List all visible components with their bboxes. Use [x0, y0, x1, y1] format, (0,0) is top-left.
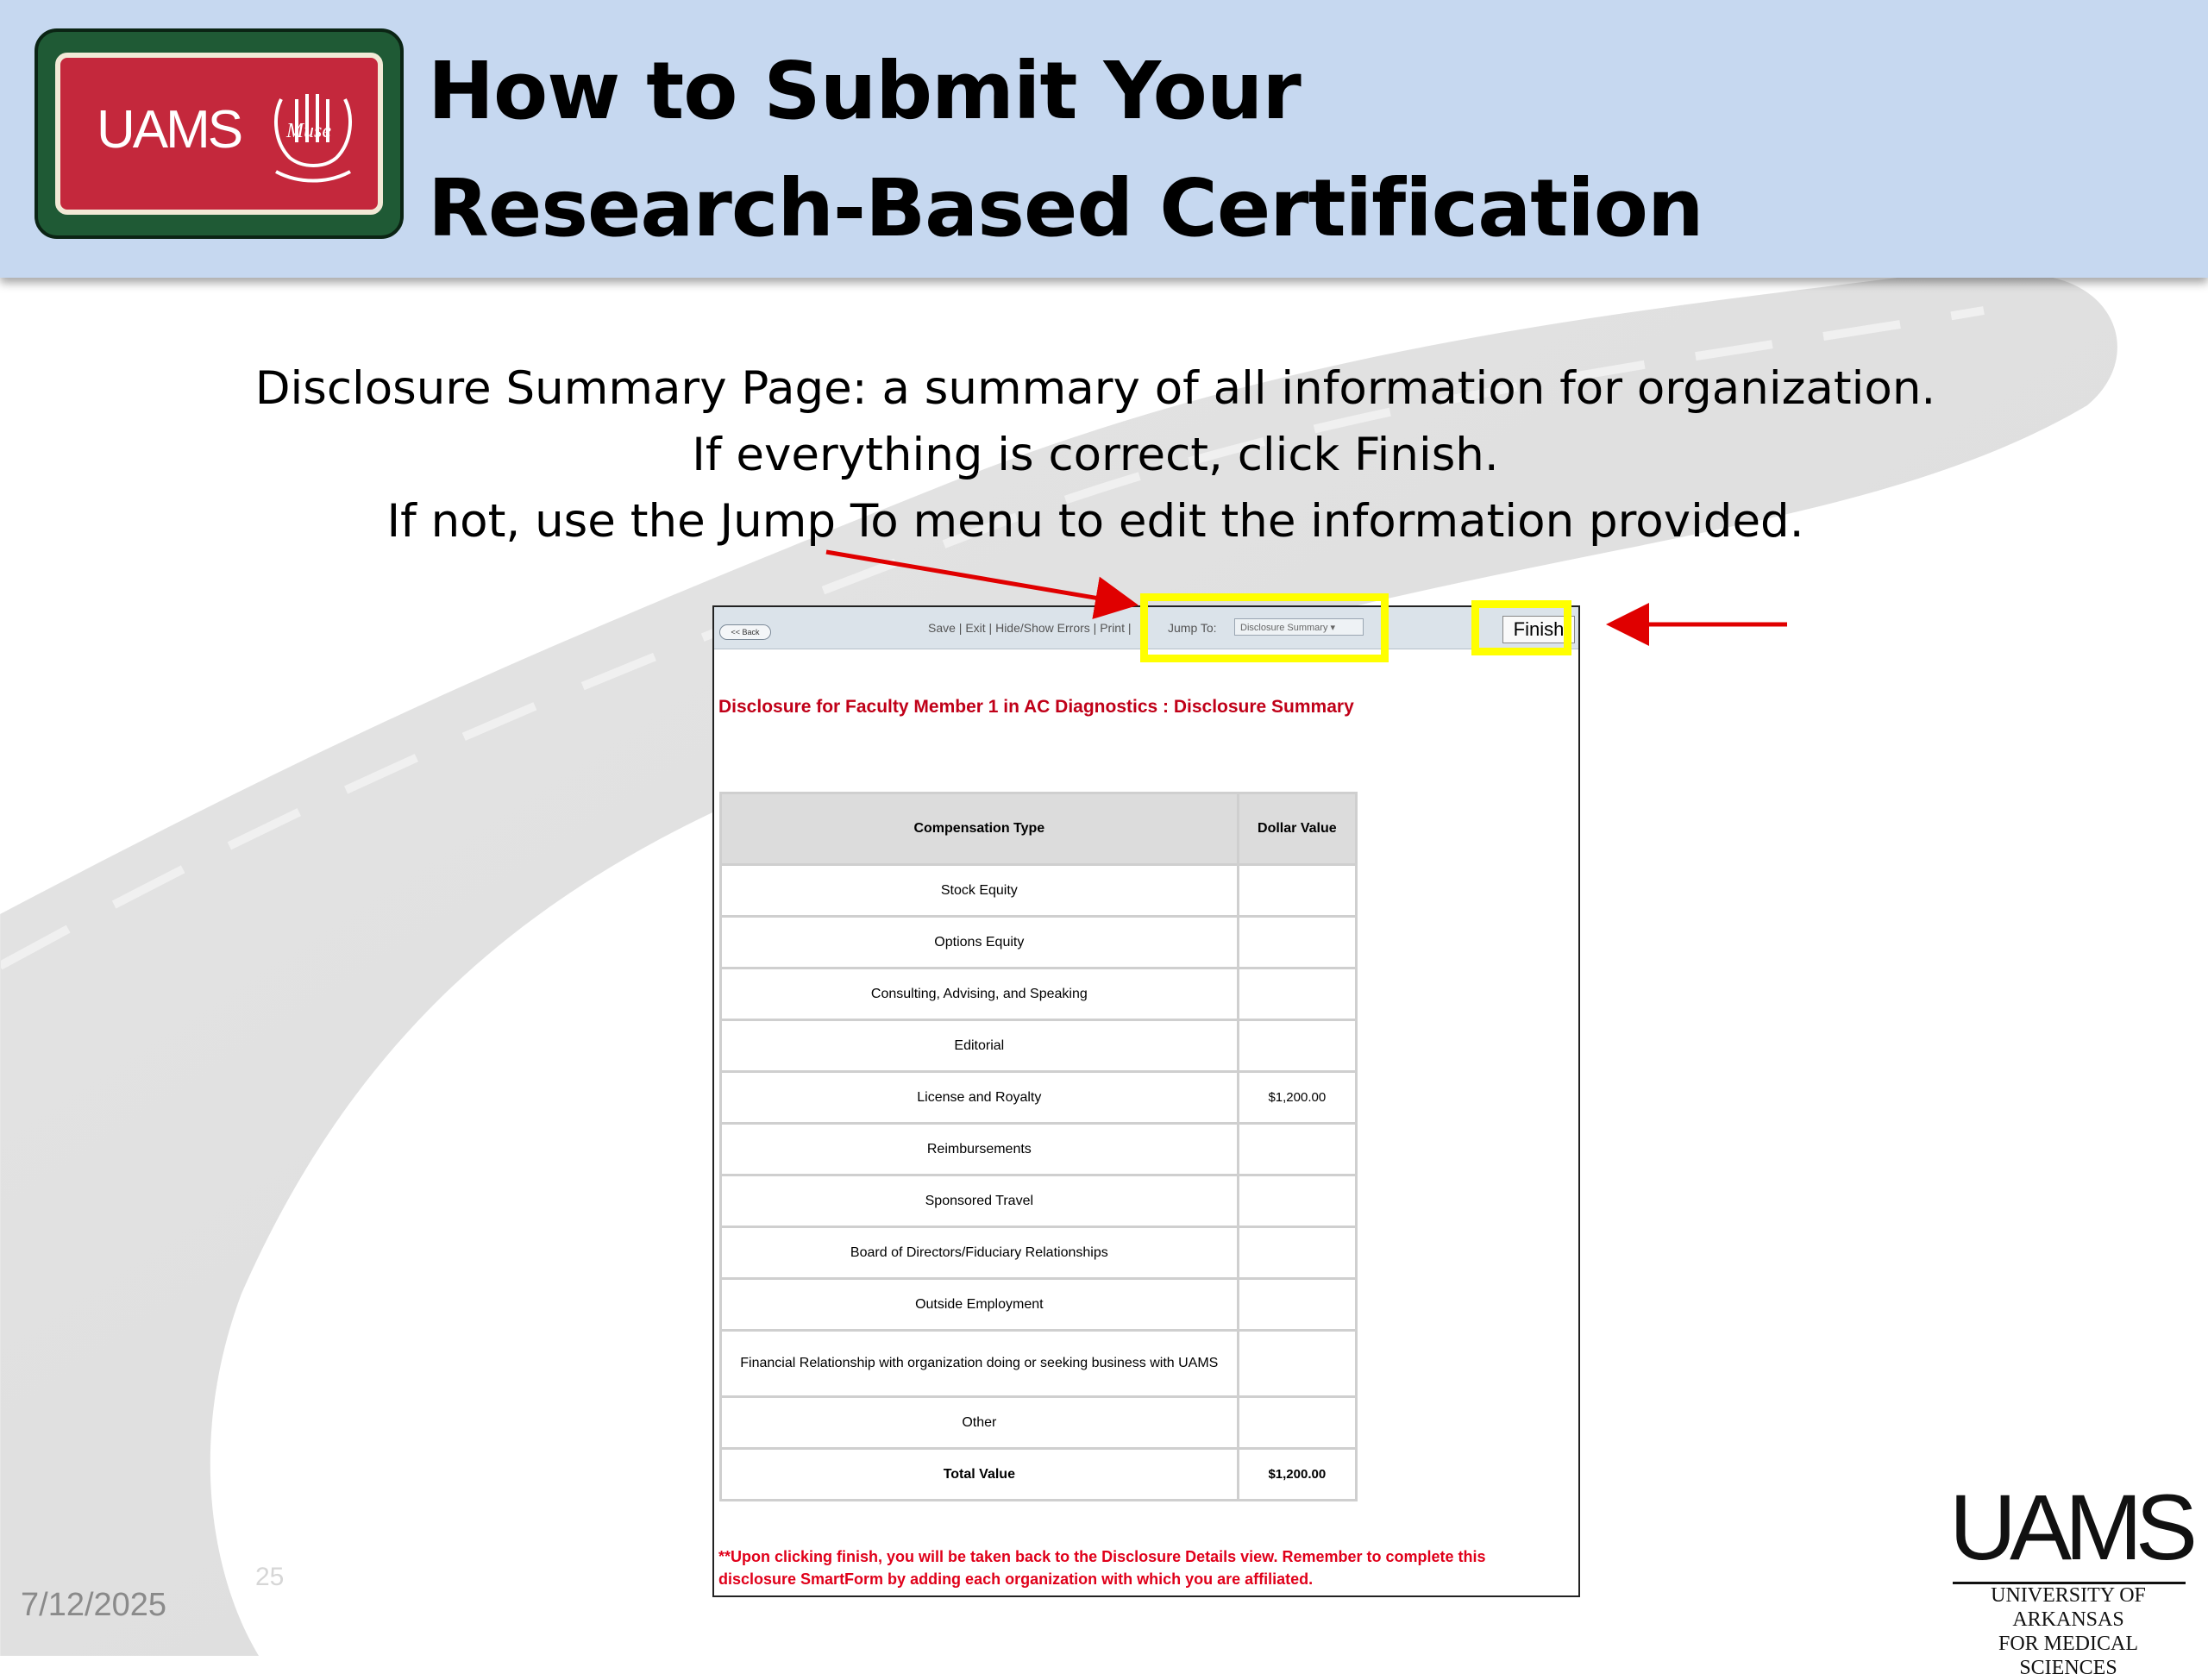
slide-header	[0, 0, 2208, 278]
logo-text: UAMS	[97, 100, 242, 160]
table-row	[721, 1227, 1357, 1279]
jump-to-value: Disclosure Summary	[1240, 623, 1328, 633]
uams-muse-logo	[34, 28, 404, 239]
dollar-value	[1238, 865, 1356, 917]
instruction-line-2: If everything is correct, click Finish.	[692, 429, 1499, 481]
jump-to-label: Jump To:	[1168, 621, 1217, 635]
comp-type: Reimbursements	[721, 1124, 1239, 1175]
dollar-value	[1238, 1397, 1356, 1449]
table-row	[721, 917, 1357, 969]
table-row	[721, 1397, 1357, 1449]
back-button[interactable]: << Back	[719, 624, 771, 640]
title-line-1: How to Submit Your	[428, 45, 1301, 137]
header-dollar-value: Dollar Value	[1238, 793, 1356, 865]
dollar-value	[1238, 1020, 1356, 1072]
jump-to-highlight	[1140, 593, 1389, 662]
bottom-logo-subtitle-1: UNIVERSITY OF ARKANSAS	[1991, 1584, 2146, 1631]
dollar-value	[1238, 917, 1356, 969]
comp-type: Stock Equity	[721, 865, 1239, 917]
table-row	[721, 1175, 1357, 1227]
comp-type: Outside Employment	[721, 1279, 1239, 1331]
table-row	[721, 969, 1357, 1020]
bottom-logo-text: UAMS	[1949, 1475, 2192, 1579]
disclosure-title: Disclosure for Faculty Member 1 in AC Diagnostics : Disclosure Summary	[718, 697, 1354, 717]
uams-university-logo	[1923, 1466, 2208, 1679]
jump-to-select[interactable]: Disclosure Summary ▾	[1234, 618, 1364, 636]
bottom-logo-subtitle-2: FOR MEDICAL SCIENCES	[1998, 1633, 2138, 1679]
comp-type: Total Value	[721, 1449, 1239, 1501]
bottom-logo-subtitle	[1949, 1583, 2187, 1680]
comp-type: Consulting, Advising, and Speaking	[721, 969, 1239, 1020]
dollar-value	[1238, 1124, 1356, 1175]
dollar-value: $1,200.00	[1238, 1072, 1356, 1124]
instruction-line-3: If not, use the Jump To menu to edit the information provided.	[386, 495, 1804, 548]
dollar-value	[1238, 1227, 1356, 1279]
header-compensation-type: Compensation Type	[721, 793, 1239, 865]
comp-type: Sponsored Travel	[721, 1175, 1239, 1227]
dollar-value	[1238, 1175, 1356, 1227]
comp-type: Board of Directors/Fiduciary Relationships	[721, 1227, 1239, 1279]
finish-highlight	[1471, 600, 1571, 655]
dollar-value	[1238, 1331, 1356, 1397]
logo-muse-label: Muse	[286, 120, 331, 142]
dollar-value	[1238, 969, 1356, 1020]
finish-footnote: **Upon clicking finish, you will be taken back to the Disclosure Details view. Remember to complete this disclosure SmartForm by adding each organization with which you are affiliated.	[718, 1548, 1486, 1588]
title-line-2: Research-Based Certification	[428, 162, 1703, 254]
table-header-row	[721, 793, 1357, 865]
table-row	[721, 1124, 1357, 1175]
comp-type: Editorial	[721, 1020, 1239, 1072]
finish-button[interactable]: Finish	[1502, 616, 1575, 643]
comp-type: Financial Relationship with organization doing or seeking business with UAMS	[721, 1331, 1239, 1397]
toolbar-links[interactable]: Save | Exit | Hide/Show Errors | Print |	[928, 621, 1132, 635]
table-total-row	[721, 1449, 1357, 1501]
dollar-value	[1238, 1279, 1356, 1331]
dollar-value: $1,200.00	[1238, 1449, 1356, 1501]
compensation-table	[719, 792, 1358, 1501]
disclosure-summary-screenshot	[712, 605, 1580, 1597]
comp-type: Other	[721, 1397, 1239, 1449]
comp-type: Options Equity	[721, 917, 1239, 969]
table-row	[721, 1020, 1357, 1072]
slide-date: 7/12/2025	[21, 1587, 167, 1623]
table-row	[721, 1279, 1357, 1331]
slide-page-number: 25	[255, 1563, 285, 1591]
table-row	[721, 1331, 1357, 1397]
comp-type: License and Royalty	[721, 1072, 1239, 1124]
instruction-line-1: Disclosure Summary Page: a summary of all information for organization.	[254, 362, 1936, 415]
slide-title	[428, 33, 1703, 267]
table-row	[721, 1072, 1357, 1124]
table-row	[721, 865, 1357, 917]
